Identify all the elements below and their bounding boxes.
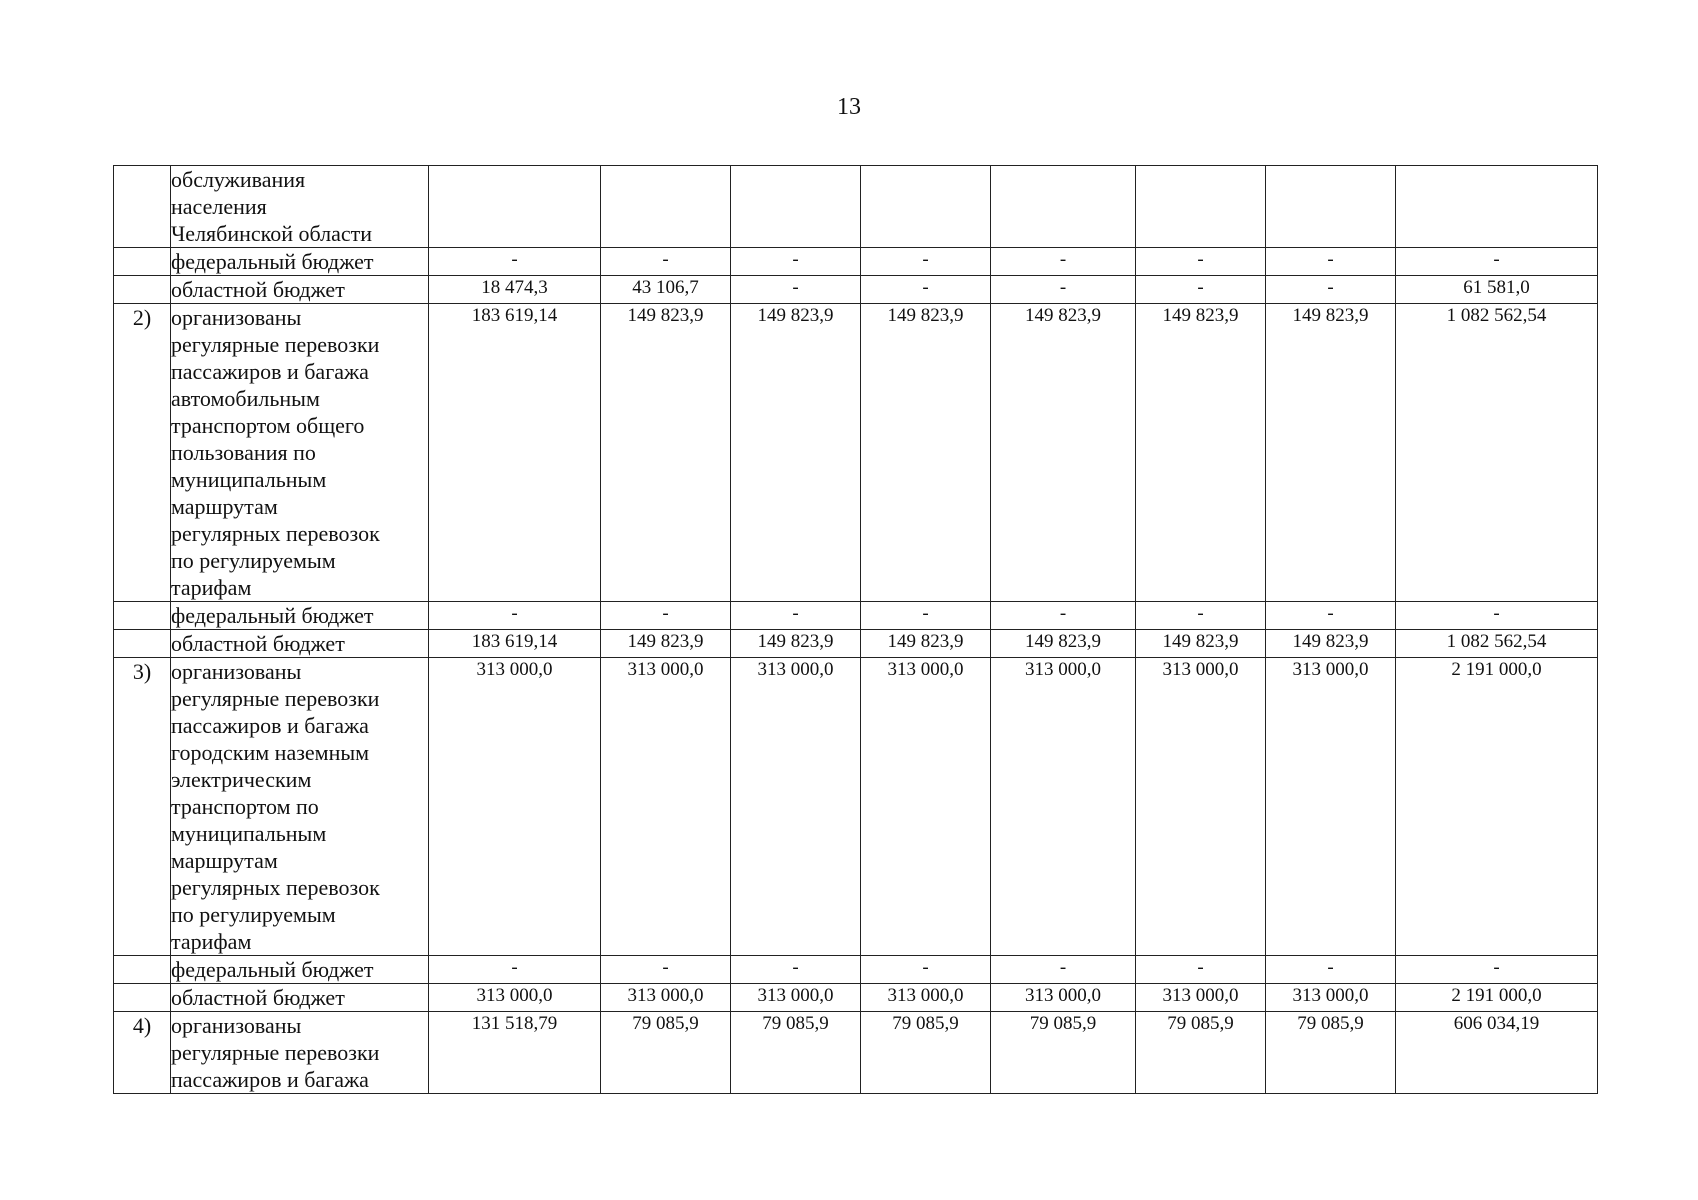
value-cell — [991, 248, 1136, 276]
value-cell — [429, 956, 601, 984]
row-label: областной бюджет — [171, 631, 345, 656]
cell-value: - — [792, 277, 799, 298]
value-cell — [601, 166, 731, 248]
value-cell — [1396, 1012, 1598, 1094]
value-cell — [1266, 1012, 1396, 1094]
value-cell — [731, 658, 861, 956]
value-cell — [601, 1012, 731, 1094]
value-cell — [731, 166, 861, 248]
cell-value: - — [662, 249, 669, 270]
row-label: обслуживания населения Челябинской области — [171, 167, 373, 246]
cell-value: - — [1327, 249, 1334, 270]
value-cell — [991, 602, 1136, 630]
cell-value: 79 085,9 — [892, 1013, 959, 1034]
cell-value: 149 823,9 — [887, 305, 964, 326]
value-cell — [1136, 658, 1266, 956]
cell-value: - — [1327, 277, 1334, 298]
value-cell — [1396, 276, 1598, 304]
cell-value: - — [1059, 957, 1067, 978]
table-row — [114, 630, 1598, 658]
cell-value: - — [1059, 249, 1067, 270]
cell-value: 183 619,14 — [471, 631, 558, 652]
cell-value: 149 823,9 — [1292, 305, 1369, 326]
value-cell — [861, 1012, 991, 1094]
cell-value: - — [1493, 603, 1500, 624]
cell-value: - — [662, 957, 669, 978]
value-cell — [861, 602, 991, 630]
value-cell — [731, 276, 861, 304]
cell-value: - — [1327, 957, 1334, 978]
value-cell — [601, 956, 731, 984]
cell-value: 1 082 562,54 — [1446, 631, 1547, 652]
value-cell — [991, 658, 1136, 956]
value-cell — [429, 630, 601, 658]
row-index-cell — [114, 984, 171, 1012]
row-label: организованы регулярные перевозки пассажиров и багажа городским наземным электрическим транспортом по муниципальным маршрутам регулярных перевозок по регулируемым тарифам — [171, 659, 380, 954]
value-cell — [1136, 602, 1266, 630]
cell-value: 313 000,0 — [476, 985, 553, 1006]
value-cell — [1266, 984, 1396, 1012]
row-label: организованы регулярные перевозки пассажиров и багажа — [171, 1013, 380, 1092]
value-cell — [601, 984, 731, 1012]
cell-value: 313 000,0 — [476, 659, 553, 680]
row-index-cell — [114, 166, 171, 248]
value-cell — [1396, 304, 1598, 602]
table-row — [114, 166, 1598, 248]
row-index-cell — [114, 276, 171, 304]
value-cell — [861, 984, 991, 1012]
cell-value: 313 000,0 — [887, 659, 964, 680]
cell-value: - — [922, 249, 929, 270]
cell-value: - — [1197, 957, 1204, 978]
value-cell — [1396, 658, 1598, 956]
value-cell — [1396, 166, 1598, 248]
value-cell — [601, 602, 731, 630]
cell-value: 313 000,0 — [1292, 659, 1369, 680]
value-cell — [601, 248, 731, 276]
value-cell — [1396, 984, 1598, 1012]
value-cell — [1136, 166, 1266, 248]
table-row — [114, 276, 1598, 304]
cell-value: 313 000,0 — [627, 659, 704, 680]
row-label-cell — [171, 166, 429, 248]
cell-value: 313 000,0 — [757, 985, 834, 1006]
value-cell — [731, 956, 861, 984]
row-index-cell — [114, 602, 171, 630]
cell-value: - — [511, 603, 518, 624]
page-number: 13 — [837, 94, 861, 120]
table-row — [114, 248, 1598, 276]
value-cell — [1266, 602, 1396, 630]
value-cell — [429, 602, 601, 630]
cell-value: - — [662, 603, 669, 624]
cell-value: 313 000,0 — [1292, 985, 1369, 1006]
cell-value: 79 085,9 — [762, 1013, 829, 1034]
cell-value: - — [1197, 249, 1204, 270]
value-cell — [1136, 1012, 1266, 1094]
row-label: федеральный бюджет — [171, 957, 374, 982]
value-cell — [1266, 304, 1396, 602]
row-label-cell — [171, 1012, 429, 1094]
value-cell — [1396, 956, 1598, 984]
cell-value: 149 823,9 — [757, 305, 834, 326]
value-cell — [1266, 166, 1396, 248]
value-cell — [991, 630, 1136, 658]
value-cell — [991, 304, 1136, 602]
row-index-cell — [114, 630, 171, 658]
row-index-cell — [114, 956, 171, 984]
value-cell — [731, 304, 861, 602]
cell-value: - — [1059, 603, 1067, 624]
row-index: 2) — [132, 305, 152, 330]
value-cell — [731, 630, 861, 658]
cell-value: - — [1197, 603, 1204, 624]
cell-value — [429, 166, 600, 167]
value-cell — [1136, 304, 1266, 602]
cell-value: - — [1493, 957, 1500, 978]
cell-value: 79 085,9 — [1297, 1013, 1364, 1034]
value-cell — [1266, 276, 1396, 304]
cell-value: 149 823,9 — [1162, 631, 1239, 652]
value-cell — [991, 984, 1136, 1012]
value-cell — [991, 956, 1136, 984]
value-cell — [991, 166, 1136, 248]
row-label-cell — [171, 602, 429, 630]
value-cell — [1136, 276, 1266, 304]
row-index-cell — [114, 658, 171, 956]
row-label-cell — [171, 248, 429, 276]
value-cell — [1266, 630, 1396, 658]
row-index-cell — [114, 304, 171, 602]
cell-value: 313 000,0 — [1162, 659, 1239, 680]
value-cell — [861, 276, 991, 304]
value-cell — [429, 304, 601, 602]
row-label: федеральный бюджет — [171, 603, 374, 628]
value-cell — [429, 166, 601, 248]
value-cell — [1136, 984, 1266, 1012]
value-cell — [601, 658, 731, 956]
value-cell — [429, 1012, 601, 1094]
cell-value: 149 823,9 — [627, 305, 704, 326]
value-cell — [861, 956, 991, 984]
cell-value — [991, 166, 1135, 167]
value-cell — [991, 1012, 1136, 1094]
row-index: 3) — [132, 659, 152, 684]
cell-value — [1396, 166, 1597, 167]
value-cell — [861, 304, 991, 602]
cell-value: - — [792, 957, 799, 978]
table-row — [114, 602, 1598, 630]
value-cell — [861, 166, 991, 248]
cell-value: 313 000,0 — [1025, 985, 1101, 1006]
row-index-cell — [114, 1012, 171, 1094]
cell-value — [861, 166, 990, 167]
cell-value: 79 085,9 — [632, 1013, 699, 1034]
cell-value: 149 823,9 — [757, 631, 834, 652]
cell-value: - — [1059, 277, 1067, 298]
value-cell — [1266, 658, 1396, 956]
table-row — [114, 1012, 1598, 1094]
cell-value — [731, 166, 860, 167]
cell-value — [601, 166, 730, 167]
value-cell — [731, 248, 861, 276]
table-body — [114, 166, 1598, 1094]
value-cell — [601, 276, 731, 304]
value-cell — [731, 1012, 861, 1094]
value-cell — [429, 276, 601, 304]
table-row — [114, 658, 1598, 956]
cell-value: 149 823,9 — [627, 631, 704, 652]
value-cell — [731, 984, 861, 1012]
cell-value: - — [1493, 249, 1500, 270]
row-index-cell — [114, 248, 171, 276]
cell-value: 149 823,9 — [887, 631, 964, 652]
value-cell — [991, 276, 1136, 304]
cell-value: 149 823,9 — [1162, 305, 1239, 326]
value-cell — [429, 658, 601, 956]
cell-value: - — [922, 603, 929, 624]
cell-value: 149 823,9 — [1025, 631, 1101, 652]
cell-value — [1266, 166, 1395, 167]
cell-value: 61 581,0 — [1463, 277, 1530, 298]
value-cell — [861, 630, 991, 658]
cell-value: 1 082 562,54 — [1446, 305, 1547, 326]
cell-value: 313 000,0 — [627, 985, 704, 1006]
value-cell — [601, 630, 731, 658]
value-cell — [731, 602, 861, 630]
cell-value: 2 191 000,0 — [1451, 659, 1542, 680]
value-cell — [861, 658, 991, 956]
value-cell — [429, 248, 601, 276]
cell-value: 2 191 000,0 — [1451, 985, 1542, 1006]
row-index: 4) — [132, 1013, 152, 1038]
value-cell — [1136, 248, 1266, 276]
cell-value: - — [511, 957, 518, 978]
value-cell — [1136, 630, 1266, 658]
cell-value: 131 518,79 — [471, 1013, 558, 1034]
value-cell — [429, 984, 601, 1012]
row-label-cell — [171, 658, 429, 956]
row-label: областной бюджет — [171, 277, 345, 302]
row-label-cell — [171, 276, 429, 304]
table-row — [114, 984, 1598, 1012]
cell-value: 183 619,14 — [471, 305, 558, 326]
row-label: областной бюджет — [171, 985, 345, 1010]
cell-value: 79 085,9 — [1167, 1013, 1234, 1034]
table-row — [114, 304, 1598, 602]
row-label-cell — [171, 304, 429, 602]
cell-value: 313 000,0 — [1025, 659, 1101, 680]
budget-table — [113, 165, 1598, 1094]
row-label: федеральный бюджет — [171, 249, 374, 274]
value-cell — [861, 248, 991, 276]
cell-value: 606 034,19 — [1453, 1013, 1540, 1034]
table-row — [114, 956, 1598, 984]
cell-value: - — [1327, 603, 1334, 624]
value-cell — [601, 304, 731, 602]
row-label-cell — [171, 984, 429, 1012]
cell-value: 313 000,0 — [1162, 985, 1239, 1006]
cell-value: - — [1197, 277, 1204, 298]
cell-value: 149 823,9 — [1025, 305, 1101, 326]
cell-value — [1136, 166, 1265, 167]
value-cell — [1396, 248, 1598, 276]
cell-value: - — [792, 249, 799, 270]
row-label-cell — [171, 956, 429, 984]
value-cell — [1266, 248, 1396, 276]
cell-value: - — [792, 603, 799, 624]
cell-value: 43 106,7 — [632, 277, 699, 298]
cell-value: 313 000,0 — [887, 985, 964, 1006]
value-cell — [1396, 602, 1598, 630]
value-cell — [1396, 630, 1598, 658]
row-label-cell — [171, 630, 429, 658]
cell-value: - — [922, 277, 929, 298]
cell-value: - — [511, 249, 518, 270]
cell-value: 149 823,9 — [1292, 631, 1369, 652]
row-label: организованы регулярные перевозки пассажиров и багажа автомобильным транспортом общего пользования по муниципальным маршрутам регулярных перевозок по регулируемым тарифам — [171, 305, 380, 600]
cell-value: 313 000,0 — [757, 659, 834, 680]
cell-value: 79 085,9 — [1029, 1013, 1097, 1034]
value-cell — [1136, 956, 1266, 984]
cell-value: - — [922, 957, 929, 978]
cell-value: 18 474,3 — [481, 277, 548, 298]
value-cell — [1266, 956, 1396, 984]
